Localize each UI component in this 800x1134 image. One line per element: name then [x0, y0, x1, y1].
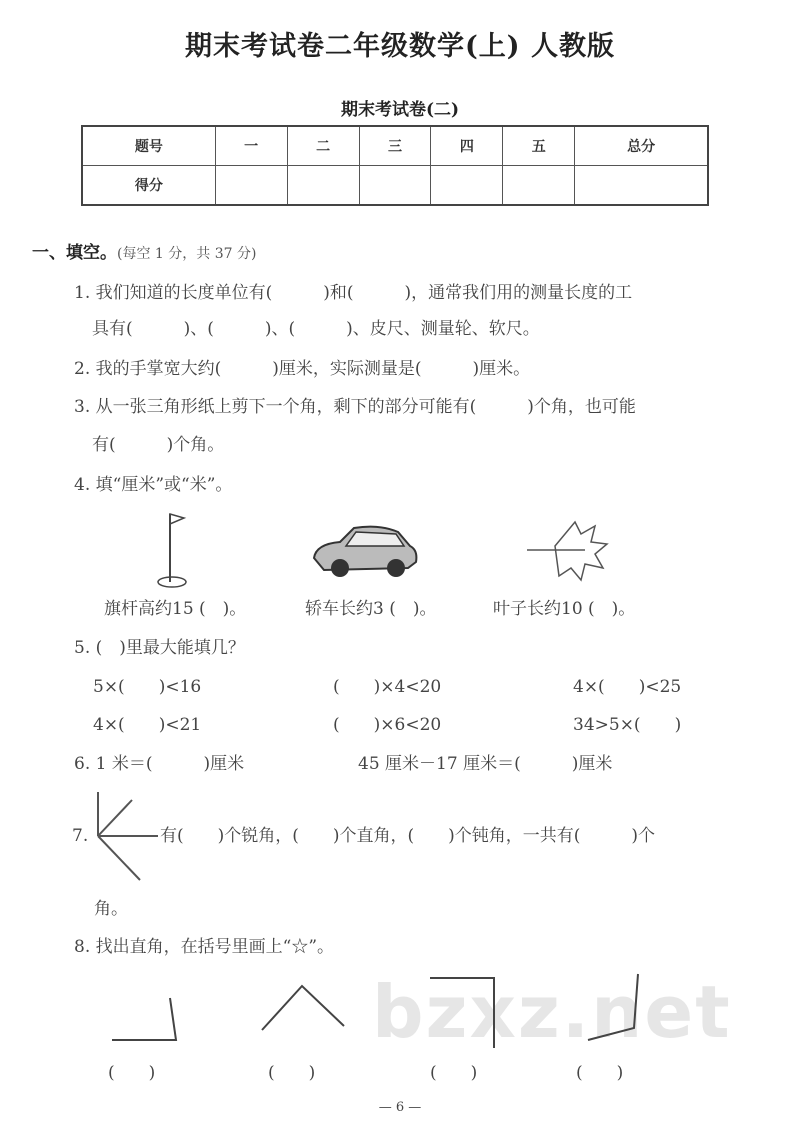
row-label: 得分	[82, 166, 215, 206]
q8-blank: ( )	[108, 1063, 156, 1083]
q5-item: ( )×4<20	[333, 677, 442, 697]
score-cell	[359, 166, 431, 206]
q5-item: ( )×6<20	[333, 715, 442, 735]
q2: 2. 我的手掌宽大约( )厘米，实际测量是( )厘米。	[74, 359, 531, 379]
table-row	[82, 126, 708, 166]
q4-prompt: 4. 填“厘米”或“米”。	[74, 475, 233, 495]
exam-subtitle: 期末考试卷(二)	[340, 100, 460, 120]
section-label: 一、填空。	[32, 243, 117, 263]
q8-blank: ( )	[576, 1063, 624, 1083]
q5-item: 34>5×( )	[573, 715, 682, 735]
score-cell	[431, 166, 503, 206]
q1-line2: 具有( )、( )、( )、皮尺、测量轮、软尺。	[92, 319, 540, 339]
q3-line1: 3. 从一张三角形纸上剪下一个角，剩下的部分可能有( )个角，也可能	[74, 397, 636, 417]
table-header: 二	[287, 126, 359, 166]
car-icon	[310, 522, 420, 582]
score-cell	[503, 166, 575, 206]
score-cell	[215, 166, 287, 206]
page-title: 期末考试卷二年级数学(上) 人教版	[185, 31, 615, 62]
watermark: bzxz.net	[372, 970, 732, 1054]
flagpole-icon	[150, 512, 200, 592]
q8-angle-figures	[0, 960, 800, 1060]
q6-b: 45 厘米－17 厘米＝( )厘米	[358, 754, 613, 774]
q7-number: 7.	[72, 826, 89, 846]
section-points: (每空 1 分，共 37 分)	[117, 246, 257, 262]
table-header: 题号	[82, 126, 215, 166]
q3-line2: 有( )个角。	[92, 435, 225, 455]
table-header: 一	[215, 126, 287, 166]
table-row	[82, 166, 708, 206]
q8-blank: ( )	[268, 1063, 316, 1083]
q8-blank: ( )	[430, 1063, 478, 1083]
q8-prompt: 8. 找出直角，在括号里画上“☆”。	[74, 937, 335, 957]
q4-item: 叶子长约10 ( )。	[493, 599, 636, 619]
score-table	[81, 125, 709, 206]
score-cell	[575, 166, 708, 206]
q1-line1: 1. 我们知道的长度单位有( )和( )，通常我们用的测量长度的工	[74, 283, 633, 303]
q4-item: 旗杆高约15 ( )。	[104, 599, 247, 619]
page-number: — 6 —	[378, 1100, 422, 1115]
angle-figure-3	[430, 978, 494, 1048]
q5-item: 4×( )<25	[573, 677, 682, 697]
table-header: 三	[359, 126, 431, 166]
section-title	[32, 238, 256, 263]
q5-item: 4×( )<21	[93, 715, 202, 735]
q4-item: 轿车长约3 ( )。	[305, 599, 437, 619]
angle-figure-1	[112, 998, 176, 1040]
score-cell	[287, 166, 359, 206]
leaf-icon	[525, 516, 615, 586]
q5-item: 5×( )<16	[93, 677, 202, 697]
angle-figure-4	[588, 974, 638, 1040]
q5-prompt: 5. ( )里最大能填几？	[74, 638, 245, 658]
angle-figure-2	[262, 986, 344, 1030]
q6-a: 6. 1 米＝( )厘米	[74, 754, 245, 774]
q7-text: 有( )个锐角，( )个直角，( )个钝角，一共有( )个	[160, 826, 656, 846]
angle-rays-icon	[92, 790, 162, 882]
table-header: 总分	[575, 126, 708, 166]
q7-tail: 角。	[94, 899, 128, 919]
table-header: 四	[431, 126, 503, 166]
table-header: 五	[503, 126, 575, 166]
